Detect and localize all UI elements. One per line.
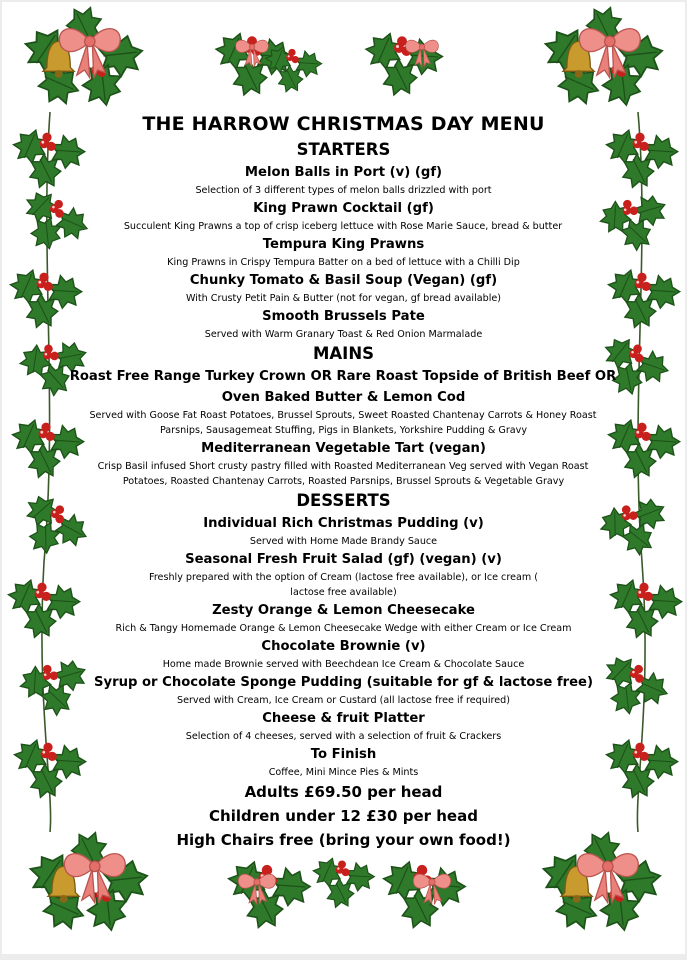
starter-name: Chunky Tomato & Basil Soup (Vegan) (gf): [189, 273, 498, 288]
main-desc: Parsnips, Sausagemeat Stuffing, Pigs in Blankets, Yorkshire Pudding & Gravy: [159, 425, 528, 436]
menu-page: [2, 2, 685, 954]
main-desc: Crisp Basil infused Short crusty pastry filled with Roasted Mediterranean Veg served with Vegan Roast: [97, 461, 589, 472]
main-name: Oven Baked Butter & Lemon Cod: [221, 390, 466, 405]
mains-heading: MAINS: [312, 344, 375, 363]
dessert-name: Cheese & fruit Platter: [262, 711, 425, 726]
finish-heading: To Finish: [310, 747, 377, 762]
menu-content: [69, 110, 617, 852]
starter-desc: With Crusty Petit Pain & Butter (not for vegan, gf bread available): [185, 293, 502, 304]
starter-desc: Served with Warm Granary Toast & Red Onion Marmalade: [204, 329, 483, 340]
dessert-desc: Served with Home Made Brandy Sauce: [249, 536, 438, 547]
starter-name: King Prawn Cocktail (gf): [253, 201, 434, 216]
dessert-name: Chocolate Brownie (v): [261, 639, 426, 654]
dessert-desc: Rich & Tangy Homemade Orange & Lemon Cheesecake Wedge with either Cream or Ice Cream: [115, 623, 572, 634]
starter-desc: King Prawns in Crispy Tempura Batter on a bed of lettuce with a Chilli Dip: [167, 257, 520, 268]
high-chairs-note: High Chairs free (bring your own food!): [176, 831, 511, 849]
price-adults: Adults £69.50 per head: [244, 783, 443, 801]
dessert-name: Individual Rich Christmas Pudding (v): [203, 516, 484, 531]
dessert-name: Syrup or Chocolate Sponge Pudding (suitable for gf & lactose free): [93, 675, 594, 690]
desserts-heading: DESSERTS: [296, 491, 391, 510]
dessert-desc: Home made Brownie served with Beechdean Ice Cream & Chocolate Sauce: [162, 659, 525, 670]
main-desc: Served with Goose Fat Roast Potatoes, Brussel Sprouts, Sweet Roasted Chantenay Carrots & Honey Roast: [89, 410, 597, 421]
starter-desc: Selection of 3 different types of melon balls drizzled with port: [195, 185, 492, 196]
dessert-desc: Freshly prepared with the option of Cream (lactose free available), or Ice cream (: [149, 572, 538, 583]
starter-name: Smooth Brussels Pate: [262, 309, 425, 324]
finish-desc: Coffee, Mini Mince Pies & Mints: [268, 767, 419, 778]
dessert-desc: lactose free available): [290, 587, 397, 598]
main-desc: Potatoes, Roasted Chantenay Carrots, Roasted Parsnips, Brussel Sprouts & Vegetable Gravy: [122, 476, 565, 487]
starters-heading: STARTERS: [296, 140, 391, 159]
starter-name: Melon Balls in Port (v) (gf): [244, 165, 443, 180]
dessert-desc: Selection of 4 cheeses, served with a selection of fruit & Crackers: [185, 731, 502, 742]
main-name: Roast Free Range Turkey Crown OR Rare Roast Topside of British Beef OR: [69, 369, 617, 384]
price-children: Children under 12 £30 per head: [209, 807, 478, 825]
dessert-name: Seasonal Fresh Fruit Salad (gf) (vegan) (v): [185, 552, 502, 567]
starter-name: Tempura King Prawns: [262, 237, 425, 252]
main-name: Mediterranean Vegetable Tart (vegan): [201, 441, 486, 456]
dessert-name: Zesty Orange & Lemon Cheesecake: [212, 603, 475, 618]
dessert-desc: Served with Cream, Ice Cream or Custard (all lactose free if required): [177, 695, 510, 706]
starter-desc: Succulent King Prawns a top of crisp iceberg lettuce with Rose Marie Sauce, bread & butter: [123, 221, 563, 232]
menu-title: THE HARROW CHRISTMAS DAY MENU: [142, 113, 545, 135]
